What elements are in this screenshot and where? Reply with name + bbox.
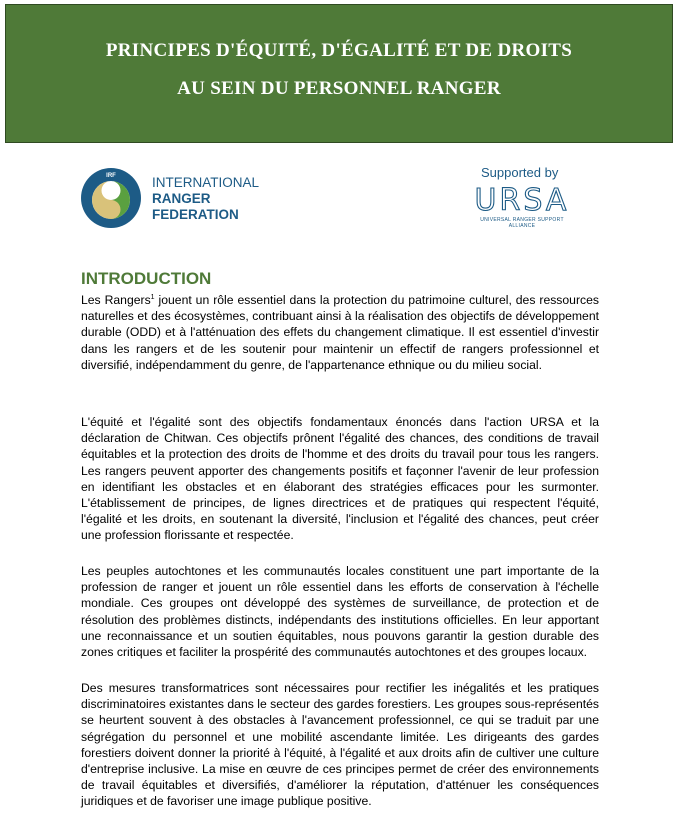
paragraph-2: L'équité et l'égalité sont des objectifs fondamentaux énoncés dans l'action URSA et la déclaration de Chitwan. Ces objectifs prônent l'égalité des chances, des conditions de travail équitables et la protection des droits de l'homme et des droits du travail pour tous les rangers. Les rangers peuvent apporter des changements positifs et façonner l'avenir de leur profession en identifiant les obstacles et en élaborant des stratégies efficaces pour les surmonter. L'établissement de principes, de lignes directrices et de pratiques qui respectent l'équité, l'égalité et les droits, en soutenant la diversité, l'inclusion et l'égalité des chances, peut créer une profession florissante et respectée. [81,415,599,543]
irf-name-line-1: INTERNATIONAL [152,175,260,190]
title-line-1: PRINCIPES D'ÉQUITÉ, D'ÉGALITÉ ET DE DROITS [105,40,573,61]
irf-name-line-3: FEDERATION [152,207,239,222]
footnote-marker: 1 [150,293,155,301]
paragraph-1-rest: jouent un rôle essentiel dans la protection du patrimoine culturel, des ressources naturelles et des écosystèmes, contribuant ainsi à la réalisation des objectifs de développement durable (ODD) et à l'atténuation des effets du changement climatique. Il est essentiel d'investir dans les rangers et de les soutenir pour maintenir un effectif de rangers professionnel et diversifié, indépendamment du genre, de l'appartenance ethnique ou du milieu social. [81,293,599,372]
paragraph-1-start: Les Rangers [81,293,151,307]
title-line-2: AU SEIN DU PERSONNEL RANGER [177,78,501,99]
paragraph-3: Les peuples autochtones et les communautés locales constituent une part importante de la profession de ranger et jouent un rôle essentiel dans les efforts de conservation à l'échelle mondiale. Ces groupes ont développé des systèmes de surveillance, de protection et de résolution des problèmes distincts, indépendants des institutions officielles. En leur apportant une reconnaissance et un soutien équitables, nous pouvons garantir la gestion durable des zones critiques et faciliter la prospérité des communautés autochtones et des groupes locaux. [81,564,599,660]
ursa-subtitle: UNIVERSAL RANGER SUPPORT ALLIANCE [480,217,564,229]
irf-name-line-2: RANGER [152,191,211,206]
title-banner [5,4,673,143]
paragraph-1 [81,292,599,373]
supported-by-label: Supported by [481,165,559,180]
paragraph-4: Des mesures transformatrices sont nécessaires pour rectifier les inégalités et les pratiques discriminatoires existantes dans le secteur des gardes forestiers. Les groupes sous-représentés se heurtent souvent à des obstacles à l'avancement professionnel, ce qui se traduit par une ségrégation du personnel et une mobilité ascendante limitée. Les dirigeants des gardes forestiers doivent donner la priorité à l'équité, à l'égalité et aux droits afin de cultiver une culture d'entreprise inclusive. La mise en œuvre de ces principes permet de créer des environnements de travail équitables et diversifiés, d'améliorer la réputation, d'atténuer les conséquences juridiques et de favoriser une image publique positive. [81,681,599,809]
irf-logo [80,167,142,229]
irf-logo-text: IRF [106,173,116,179]
ursa-logo [467,184,577,214]
ursa-logo-word: URSA [474,184,570,214]
irf-wordmark [152,175,259,223]
introduction-heading: INTRODUCTION [81,269,212,288]
